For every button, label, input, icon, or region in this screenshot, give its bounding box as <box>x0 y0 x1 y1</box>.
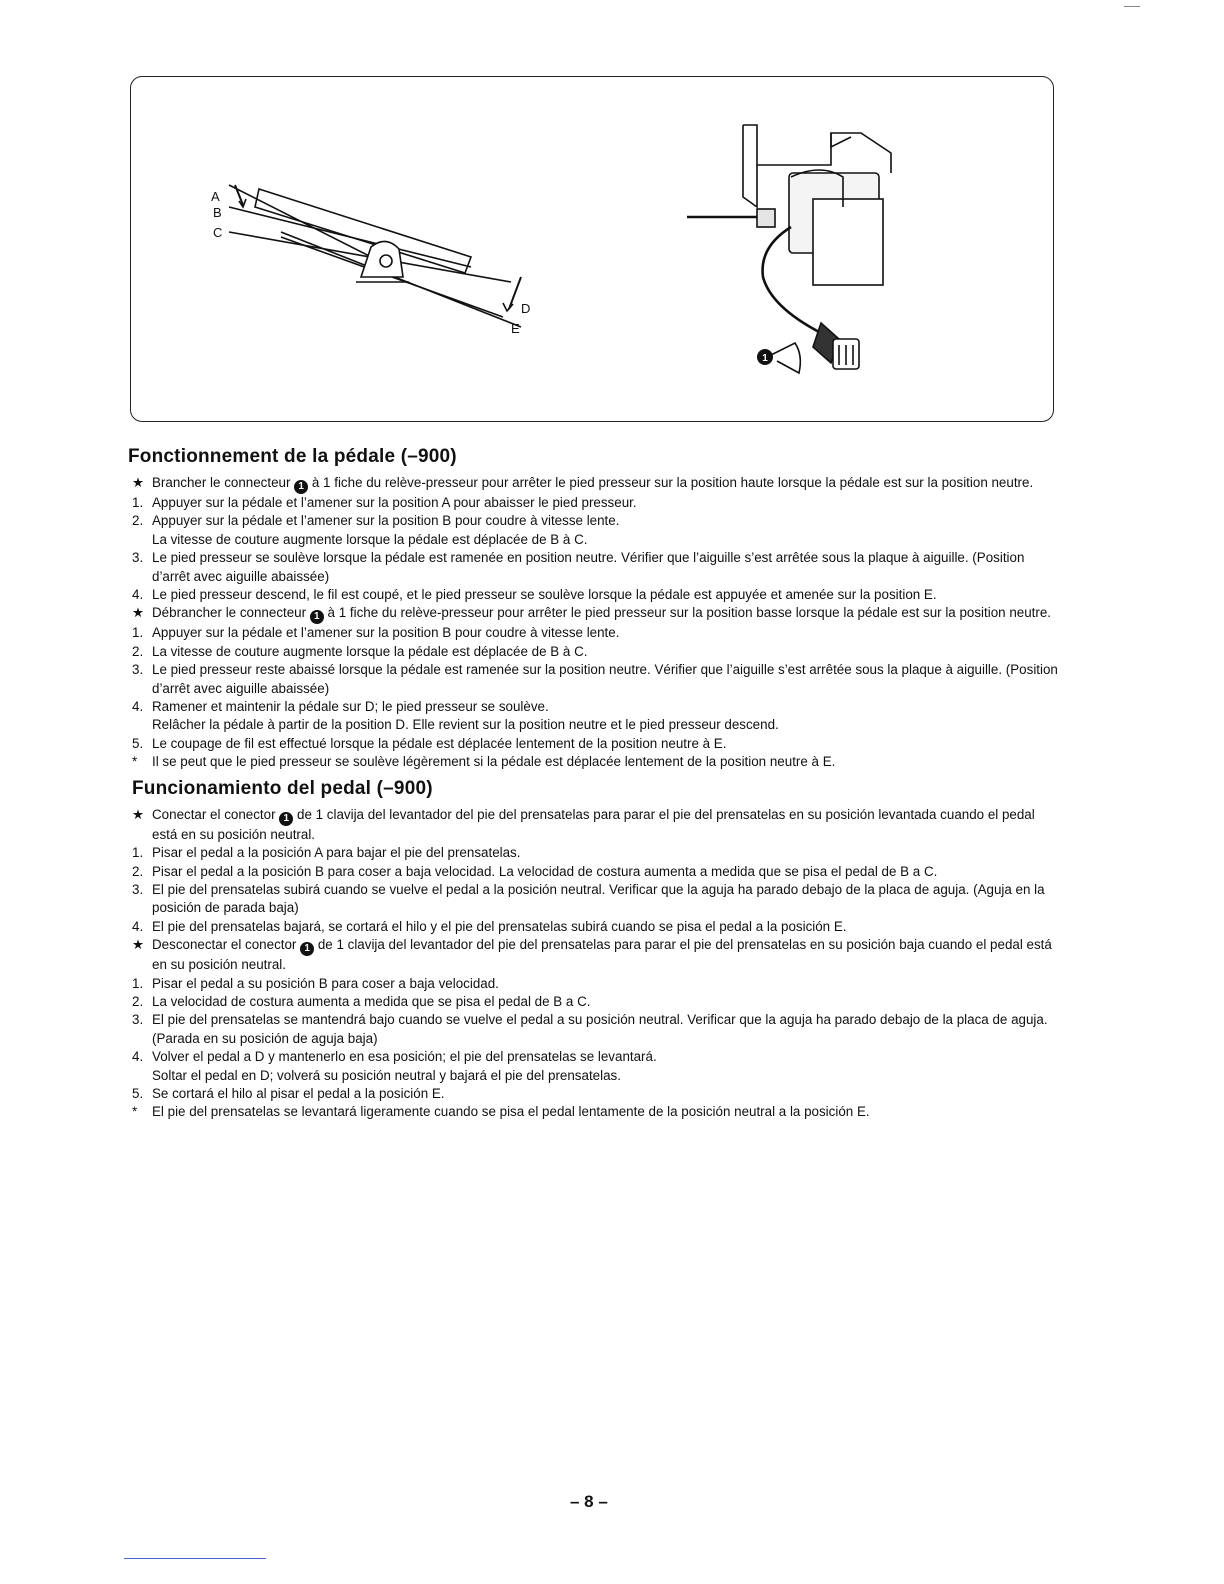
list-item <box>128 698 1058 735</box>
item-text: La vitesse de couture augmente lorsque la pédale est déplacée de B à C. <box>152 643 588 659</box>
page-number: – 8 – <box>570 1492 608 1511</box>
figure-illustration <box>131 77 1055 423</box>
list-marker: 4. <box>132 587 144 603</box>
list-marker: 1. <box>132 625 144 641</box>
item-text: Volver el pedal a D y mantenerlo en esa posición; el pie del prensatelas se levantará. <box>152 1049 657 1065</box>
list-item <box>128 549 1058 586</box>
list-item-text <box>152 586 1058 604</box>
list-item-text <box>152 806 1058 844</box>
list-item-text <box>152 918 1058 936</box>
item-text: Brancher le connecteur <box>152 475 295 490</box>
list-marker: ★ <box>132 475 145 490</box>
list-item <box>128 918 1058 936</box>
list-item-text <box>152 1085 1058 1103</box>
label-e: E <box>511 321 520 336</box>
pedal-line-a <box>229 185 391 267</box>
list-item-text <box>152 753 1058 771</box>
list-item-text <box>152 975 1058 993</box>
list-marker: 5. <box>132 1085 144 1101</box>
list-item <box>128 586 1058 604</box>
list-item <box>128 863 1058 881</box>
list-item-text <box>152 604 1058 624</box>
item-extra-line: Relâcher la pédale à partir de la position D. Elle revient sur la position neutre et le pied presseur descend. <box>152 717 779 733</box>
list-item <box>128 735 1058 753</box>
figure-frame <box>130 76 1054 422</box>
corner-mark <box>1124 6 1140 7</box>
list-item-text <box>152 512 1058 530</box>
item-text: Appuyer sur la pédale et l’amener sur la position B pour coudre à vitesse lente. <box>152 625 620 641</box>
list-item <box>128 643 1058 661</box>
item-text: Il se peut que le pied presseur se soulève légèrement si la pédale est déplacée lentement de la position neutre à E. <box>152 754 836 770</box>
item-text: Pisar el pedal a la posición B para coser a baja velocidad. La velocidad de costura aumenta a medida que se pisa el pedal de B a C. <box>152 863 938 879</box>
connector-number-icon: 1 <box>310 610 324 624</box>
solenoid-diagram <box>687 125 891 373</box>
bracket-top <box>743 125 891 173</box>
list-item-text <box>152 1103 1058 1121</box>
item-extra-line: Soltar el pedal en D; volverá su posición neutral y bajará el pie del prensatelas. <box>152 1067 621 1083</box>
solenoid-coil <box>813 199 883 285</box>
list-item <box>128 753 1058 771</box>
list-item-text <box>152 698 1058 716</box>
list-marker: 1. <box>132 845 144 861</box>
list-item <box>128 881 1058 918</box>
list-marker: 2. <box>132 643 144 659</box>
pedal-pivot <box>361 241 403 277</box>
list-marker: 2. <box>132 863 144 879</box>
list-item-text <box>152 863 1058 881</box>
item-text: La velocidad de costura aumenta a medida que se pisa el pedal de B a C. <box>152 993 591 1009</box>
list-item-text <box>152 844 1058 862</box>
list-marker: 1. <box>132 495 144 510</box>
item-text-continued: de 1 clavija del levantador del pie del prensatelas para parar el pie del prensatelas en su posición levantada cuando el pedal está en su posición neutral. <box>152 806 1035 842</box>
footer-rule <box>124 1558 266 1559</box>
list-marker: 5. <box>132 735 144 751</box>
label-a: A <box>211 189 220 204</box>
list-item-text <box>152 735 1058 753</box>
list-marker: 1. <box>132 975 144 991</box>
item-extra-line: La vitesse de couture augmente lorsque la pédale est déplacée de B à C. <box>152 531 588 547</box>
connector-number-icon: 1 <box>300 942 314 956</box>
list-item-text <box>152 1048 1058 1066</box>
french-section-title: Fonctionnement de la pédale (–900) <box>128 446 457 467</box>
connector-number-icon: 1 <box>294 480 308 494</box>
list-item <box>128 661 1058 698</box>
item-text: El pie del prensatelas bajará, se cortará el hilo y el pie del prensatelas subirá cuando se pisa el pedal a la posición E. <box>152 918 847 934</box>
list-item <box>128 936 1058 974</box>
pedal-diagram <box>229 185 521 327</box>
pedal-board <box>255 189 471 273</box>
list-marker: * <box>132 1104 138 1120</box>
list-marker: 4. <box>132 699 144 715</box>
list-marker: 3. <box>132 662 144 678</box>
item-text: Débrancher le connecteur <box>152 605 310 621</box>
list-item <box>128 474 1058 494</box>
list-marker: ★ <box>132 806 145 822</box>
label-b: B <box>213 205 222 220</box>
connector-number-icon: 1 <box>279 812 293 826</box>
list-marker: 2. <box>132 513 144 529</box>
list-marker: 3. <box>132 550 144 566</box>
list-item <box>128 975 1058 993</box>
item-text: Desconectar el conector <box>152 937 301 953</box>
spanish-list <box>128 806 1058 1122</box>
list-item-text <box>152 1011 1058 1048</box>
list-marker: 2. <box>132 993 144 1009</box>
item-text: Pisar el pedal a la posición A para bajar el pie del prensatelas. <box>152 845 521 861</box>
list-item-text <box>152 936 1058 974</box>
label-d: D <box>521 301 531 316</box>
item-text: Pisar el pedal a su posición B para coser a baja velocidad. <box>152 975 499 991</box>
connector-callout-number: 1 <box>762 353 768 364</box>
list-item <box>128 806 1058 844</box>
item-text: Le coupage de fil est effectué lorsque la pédale est déplacée lentement de la position neutre à E. <box>152 735 727 751</box>
list-marker: 3. <box>132 881 144 897</box>
list-marker: 4. <box>132 918 144 934</box>
list-marker: 4. <box>132 1049 144 1065</box>
item-text: Appuyer sur la pédale et l’amener sur la position B pour coudre à vitesse lente. <box>152 513 620 529</box>
list-item-text <box>152 474 1058 494</box>
list-item-text <box>152 993 1058 1011</box>
spanish-section-title: Funcionamiento del pedal (–900) <box>132 777 433 799</box>
item-text: El pie del prensatelas subirá cuando se vuelve el pedal a la posición neutral. Verificar que la aguja ha parado debajo de la placa de aguja. (Aguja en la posición de parada baja) <box>152 881 1045 916</box>
list-item <box>128 1103 1058 1121</box>
list-item-text <box>152 661 1058 698</box>
item-text: El pie del prensatelas se mantendrá bajo cuando se vuelve el pedal a su posición neutral. Verificar que la aguja ha parado debajo de la placa de aguja. (Parada en su posición de aguja baja) <box>152 1012 1048 1046</box>
item-text: Le pied presseur reste abaissé lorsque la pédale est ramenée sur la position neutre. Vérifier que l’aiguille s’est arrêtée sous la plaque à aiguille. (Position d’arrêt avec aiguille abaissée) <box>152 662 1058 696</box>
list-item-text <box>152 624 1058 642</box>
list-item-text <box>152 549 1058 586</box>
list-item <box>128 512 1058 549</box>
list-item <box>128 844 1058 862</box>
item-text: Se cortará el hilo al pisar el pedal a la posición E. <box>152 1085 445 1101</box>
list-item <box>128 1011 1058 1048</box>
list-marker: 3. <box>132 1012 144 1028</box>
list-marker: * <box>132 754 138 770</box>
content <box>128 446 1058 1122</box>
list-item <box>128 1048 1058 1085</box>
item-text: Appuyer sur la pédale et l’amener sur la position A pour abaisser le pied presseur. <box>152 495 637 510</box>
item-text: Ramener et maintenir la pédale sur D; le pied presseur se soulève. <box>152 699 549 715</box>
list-item <box>128 494 1058 512</box>
list-item-text <box>152 881 1058 918</box>
item-text: El pie del prensatelas se levantará ligeramente cuando se pisa el pedal lentamente de la posición neutral a la posición E. <box>152 1104 870 1120</box>
list-item <box>128 1085 1058 1103</box>
list-item-text <box>152 494 1058 512</box>
item-text: Conectar el conector <box>152 806 280 822</box>
item-text-continued: à 1 fiche du relève-presseur pour arrêter le pied presseur sur la position haute lorsque la pédale est sur la position neutre. <box>308 475 1034 490</box>
french-list <box>128 474 1058 772</box>
callout-leader <box>771 343 800 373</box>
item-text: Le pied presseur descend, le fil est coupé, et le pied presseur se soulève lorsque la pédale est appuyée et amenée sur la position E. <box>152 587 937 603</box>
list-marker: ★ <box>132 605 145 621</box>
label-c: C <box>213 225 223 240</box>
item-text-continued: de 1 clavija del levantador del pie del prensatelas para parar el pie del prensatelas en su posición baja cuando el pedal está en su posición neutral. <box>152 937 1052 973</box>
list-item-text <box>152 643 1058 661</box>
list-marker: ★ <box>132 937 145 953</box>
list-item <box>128 993 1058 1011</box>
bracket-left <box>743 125 757 207</box>
item-text: Le pied presseur se soulève lorsque la pédale est ramenée en position neutre. Vérifier que l’aiguille s’est arrêtée sous la plaque à aiguille. (Position d’arrêt avec aiguille abaissée) <box>152 550 1025 584</box>
list-item <box>128 624 1058 642</box>
list-item <box>128 604 1058 624</box>
item-text-continued: à 1 fiche du relève-presseur pour arrêter le pied presseur sur la position basse lorsque la pédale est sur la position neutre. <box>323 605 1052 621</box>
